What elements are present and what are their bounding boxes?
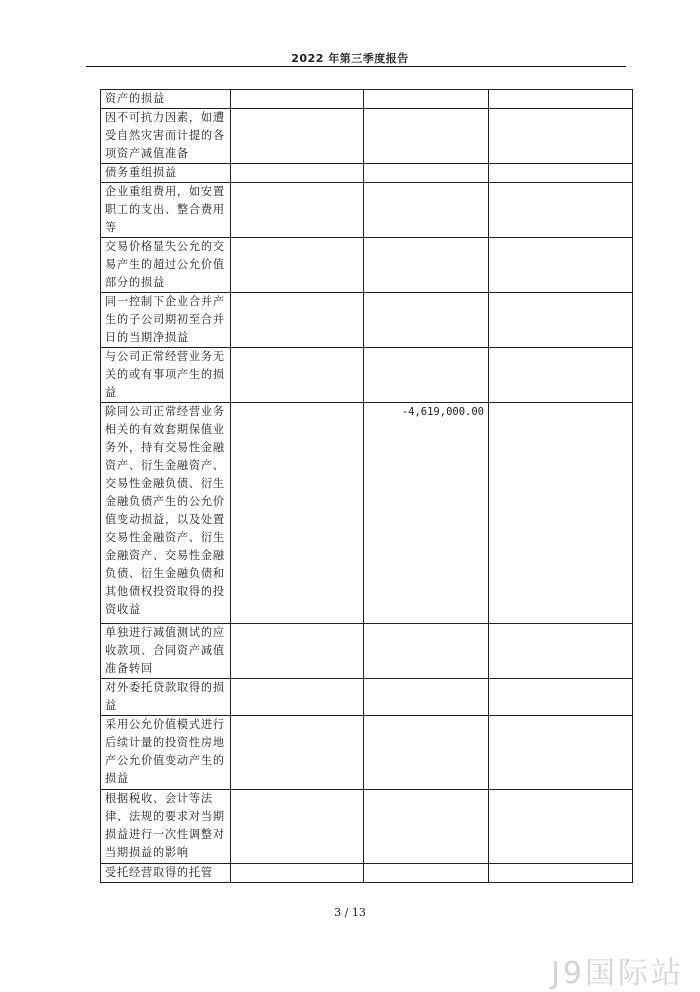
row-label: 同一控制下企业合并产生的子公司期初至合并日的当期净损益 <box>101 293 231 348</box>
header-divider <box>86 66 626 67</box>
row-cell-col2 <box>231 403 364 624</box>
row-cell-col2 <box>231 348 364 403</box>
row-amount <box>364 164 489 183</box>
row-amount <box>364 293 489 348</box>
row-cell-col4 <box>489 624 633 679</box>
report-header-title: 2022 年第三季度报告 <box>291 52 409 65</box>
row-amount <box>364 109 489 164</box>
table-row <box>101 183 633 238</box>
table-row <box>101 238 633 293</box>
row-cell-col4 <box>489 348 633 403</box>
row-label: 对外委托贷款取得的损益 <box>101 679 231 716</box>
table-row <box>101 679 633 716</box>
row-label: 与公司正常经营业务无关的或有事项产生的损益 <box>101 348 231 403</box>
table-row <box>101 864 633 883</box>
table-row <box>101 90 633 109</box>
row-cell-col4 <box>489 790 633 864</box>
row-label: 单独进行减值测试的应收款项、合同资产减值准备转回 <box>101 624 231 679</box>
row-cell-col2 <box>231 109 364 164</box>
row-amount: -4,619,000.00 <box>364 403 489 624</box>
row-label: 交易价格显失公允的交易产生的超过公允价值部分的损益 <box>101 238 231 293</box>
row-amount <box>364 238 489 293</box>
table-row <box>101 109 633 164</box>
table-row <box>101 716 633 790</box>
row-cell-col4 <box>489 403 633 624</box>
row-cell-col4 <box>489 864 633 883</box>
row-cell-col2 <box>231 293 364 348</box>
row-label: 债务重组损益 <box>101 164 231 183</box>
row-cell-col4 <box>489 109 633 164</box>
row-cell-col2 <box>231 238 364 293</box>
table-row <box>101 293 633 348</box>
row-amount <box>364 864 489 883</box>
row-label: 除同公司正常经营业务相关的有效套期保值业务外，持有交易性金融资产、衍生金融资产、交易性金融负债、衍生金融负债产生的公允价值变动损益，以及处置交易性金融资产、衍生金融资产、交易性金融负债、衍生金融负债和其他债权投资取得的投资收益 <box>101 403 231 624</box>
row-cell-col2 <box>231 864 364 883</box>
row-cell-col4 <box>489 716 633 790</box>
row-cell-col2 <box>231 679 364 716</box>
site-watermark: J9国际站 <box>551 956 684 991</box>
row-amount <box>364 716 489 790</box>
row-amount <box>364 183 489 238</box>
row-cell-col2 <box>231 90 364 109</box>
row-label: 根据税收、会计等法律、法规的要求对当期损益进行一次性调整对当期损益的影响 <box>101 790 231 864</box>
table-row <box>101 624 633 679</box>
row-label: 企业重组费用，如安置职工的支出、整合费用等 <box>101 183 231 238</box>
non-recurring-items-table <box>100 89 633 883</box>
row-label: 资产的损益 <box>101 90 231 109</box>
row-cell-col4 <box>489 679 633 716</box>
table-row <box>101 348 633 403</box>
row-amount <box>364 624 489 679</box>
row-cell-col4 <box>489 238 633 293</box>
table-row <box>101 790 633 864</box>
row-amount <box>364 790 489 864</box>
row-amount <box>364 90 489 109</box>
row-cell-col2 <box>231 183 364 238</box>
row-label: 受托经营取得的托管 <box>101 864 231 883</box>
page-number: 3 / 13 <box>334 906 366 919</box>
row-amount <box>364 679 489 716</box>
row-cell-col2 <box>231 716 364 790</box>
row-cell-col4 <box>489 183 633 238</box>
table-row <box>101 403 633 624</box>
row-cell-col2 <box>231 624 364 679</box>
row-cell-col4 <box>489 90 633 109</box>
row-label: 采用公允价值模式进行后续计量的投资性房地产公允价值变动产生的损益 <box>101 716 231 790</box>
row-label: 因不可抗力因素，如遭受自然灾害而计提的各项资产减值准备 <box>101 109 231 164</box>
table-row <box>101 164 633 183</box>
row-cell-col4 <box>489 164 633 183</box>
row-cell-col2 <box>231 164 364 183</box>
row-amount <box>364 348 489 403</box>
row-cell-col2 <box>231 790 364 864</box>
row-cell-col4 <box>489 293 633 348</box>
